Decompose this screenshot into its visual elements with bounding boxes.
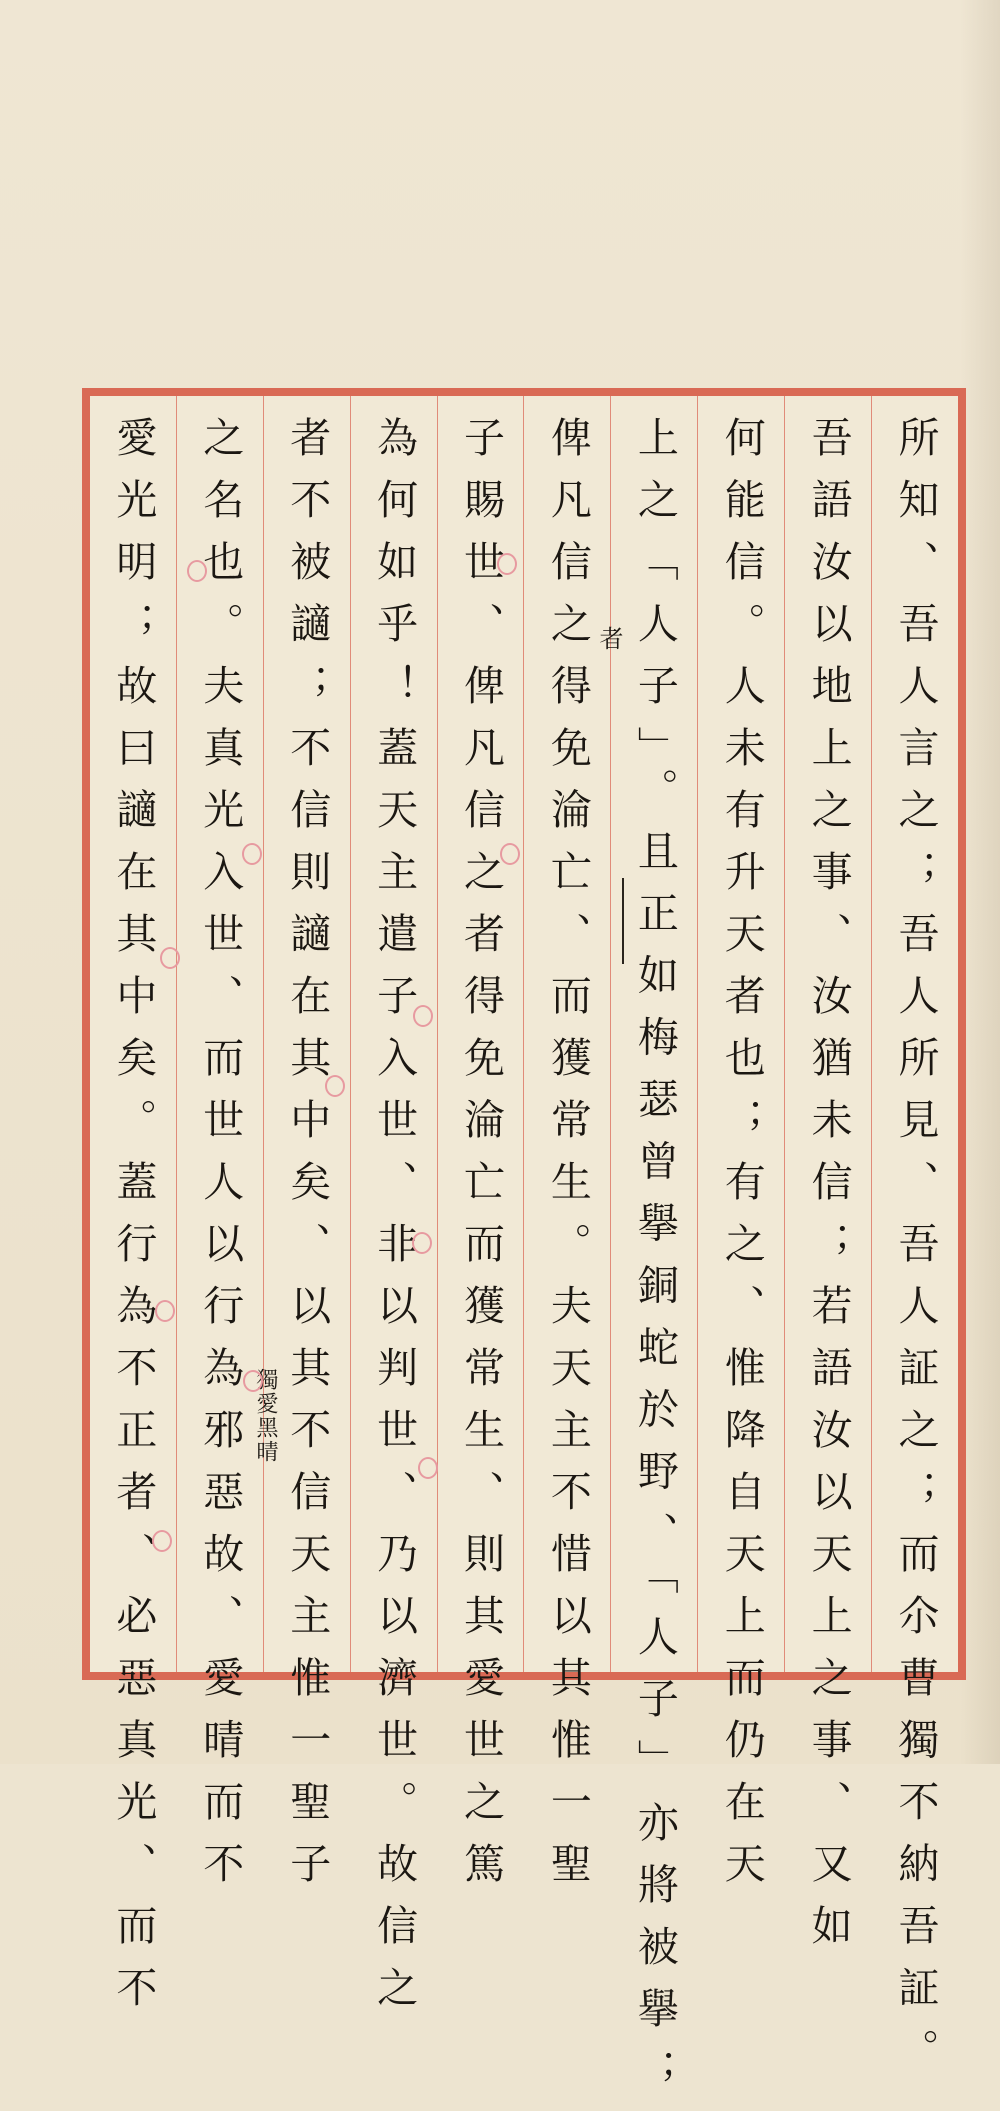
column-text-6: 子賜世、俾凡信之者得免淪亡而獲常生、則其愛世之篤: [457, 416, 506, 1904]
proof-mark-circle: [160, 947, 180, 969]
column-text-10: 愛光明；故曰讁在其中矣。蓋行為不正者、必惡真光、而不: [109, 416, 158, 2028]
text-column-4: [610, 396, 697, 2111]
margin-note-zhe: 者: [595, 626, 623, 652]
text-column-2: [784, 396, 871, 1966]
correction-bracket: [622, 878, 624, 964]
column-text-8: 者不被讁；不信則讁在其中矣、以其不信天主惟一聖子: [283, 416, 332, 1904]
text-column-10: [90, 396, 176, 2028]
column-text-1: 所知、吾人言之；吾人所見、吾人証之；而尒曹獨不納吾証。: [891, 416, 940, 2090]
proof-mark-circle: [500, 843, 520, 865]
proof-mark-circle: [497, 553, 517, 575]
column-text-2: 吾語汝以地上之事、汝猶未信；若語汝以天上之事、又如: [804, 416, 853, 1966]
text-column-9: [176, 396, 263, 1904]
proof-mark-circle: [243, 1370, 263, 1392]
proof-mark-circle: [242, 843, 262, 865]
column-text-9: 之名也。夫真光入世、而世人以行為邪惡故、愛晴而不: [196, 416, 245, 1904]
text-column-3: [697, 396, 784, 1904]
proof-mark-circle: [413, 1005, 433, 1027]
text-column-1: [871, 396, 958, 2090]
text-frame: [82, 388, 966, 2111]
column-text-4: 上之「人子」。且正如梅瑟曾擧銅蛇於野、「人子」亦將被擧；: [630, 416, 679, 2111]
column-text-7: 為何如乎！蓋天主遣子入世、非以判世、乃以濟世。故信之: [370, 416, 419, 2028]
proof-mark-circle: [412, 1232, 432, 1254]
text-column-5: [523, 396, 610, 1904]
column-text-3: 何能信。人未有升天者也；有之、惟降自天上而仍在天: [717, 416, 766, 1904]
margin-note-du-ai-hei-qing: 獨愛黑晴: [253, 1368, 278, 1464]
proof-mark-circle: [152, 1530, 172, 1552]
page-edge-shadow: [960, 0, 1000, 1764]
text-column-6: [437, 396, 524, 1904]
text-columns: [90, 396, 958, 2111]
proof-mark-circle: [325, 1075, 345, 1097]
proof-mark-circle: [155, 1300, 175, 1322]
proof-mark-circle: [187, 560, 207, 582]
text-column-8: [263, 396, 350, 1904]
text-column-7: [350, 396, 437, 2028]
column-text-5: 俾凡信之得免淪亡、而獲常生。夫天主不惜以其惟一聖: [543, 416, 592, 1904]
proof-mark-circle: [418, 1457, 438, 1479]
